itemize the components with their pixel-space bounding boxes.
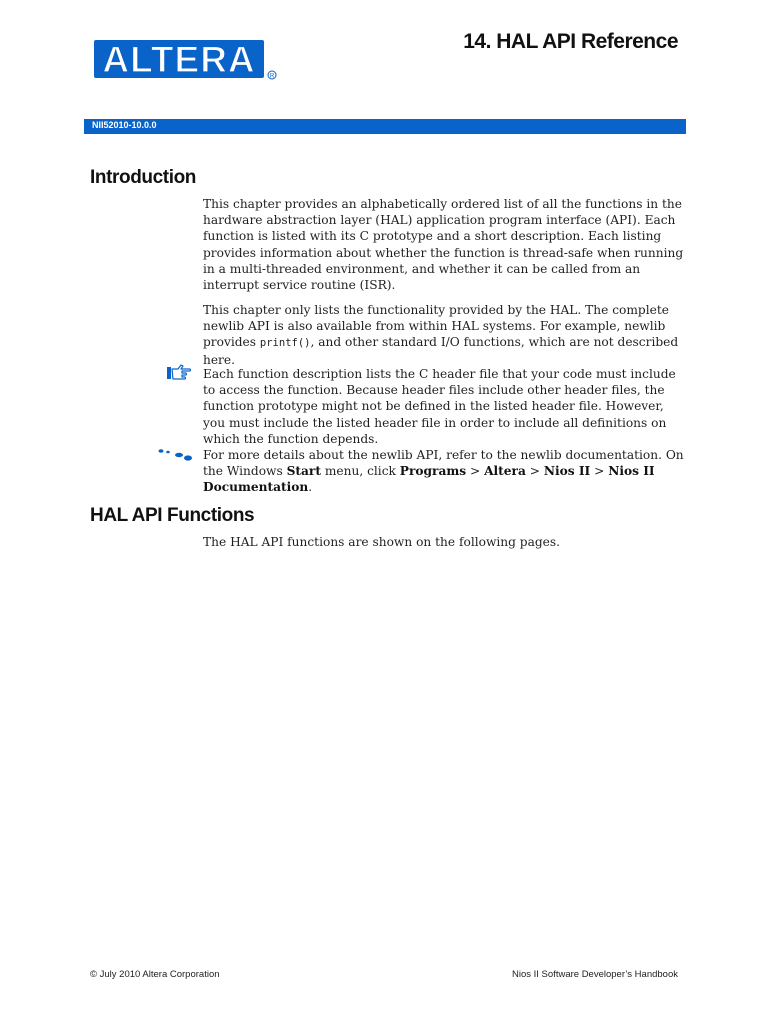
intro-paragraph-1: This chapter provides an alphabetically ordered list of all the functions in the hardware abstraction layer (HAL) application program interface (API). Each function is listed with its C prototype and a short description. Each listing provides information about whether the function is thread-safe when running in a multi-threaded environment, and whether it can be called from an interrupt service routine (ISR). <box>203 197 684 293</box>
footer-handbook-title: Nios II Software Developer’s Handbook <box>512 969 678 980</box>
intro-paragraph-2: This chapter only lists the functionality provided by the HAL. The complete newlib API is also available from within HAL systems. For example, newlib provides printf(), and other standard I/O functions, which are not described here. <box>203 303 679 367</box>
altera-logo <box>92 38 282 82</box>
chapter-title: 14. HAL API Reference <box>463 30 678 53</box>
note-paragraph: Each function description lists the C header file that your code must include to access the function. Because header files include other header files, the function prototype might not be defined in the listed header file. However, you must include the listed header file in order to include all definitions on which the function depends. <box>203 367 676 446</box>
section-heading-introduction: Introduction <box>90 167 197 188</box>
document-id-bar <box>84 119 686 134</box>
logo-text: ALTERA <box>102 39 256 80</box>
code-printf: printf() <box>259 337 311 350</box>
document-id: NII52010-10.0.0 <box>92 120 157 130</box>
pointing-hand-icon <box>166 364 192 382</box>
hal-functions-paragraph: The HAL API functions are shown on the following pages. <box>203 535 561 549</box>
footer-copyright: © July 2010 Altera Corporation <box>90 969 220 980</box>
footprints-icon <box>157 448 193 462</box>
section-heading-hal-api-functions: HAL API Functions <box>90 505 255 526</box>
svg-text:R: R <box>269 73 275 80</box>
reference-paragraph: For more details about the newlib API, refer to the newlib documentation. On the Windows Start menu, click Programs > Altera > Nios II > Nios II Documentation. <box>203 448 684 495</box>
